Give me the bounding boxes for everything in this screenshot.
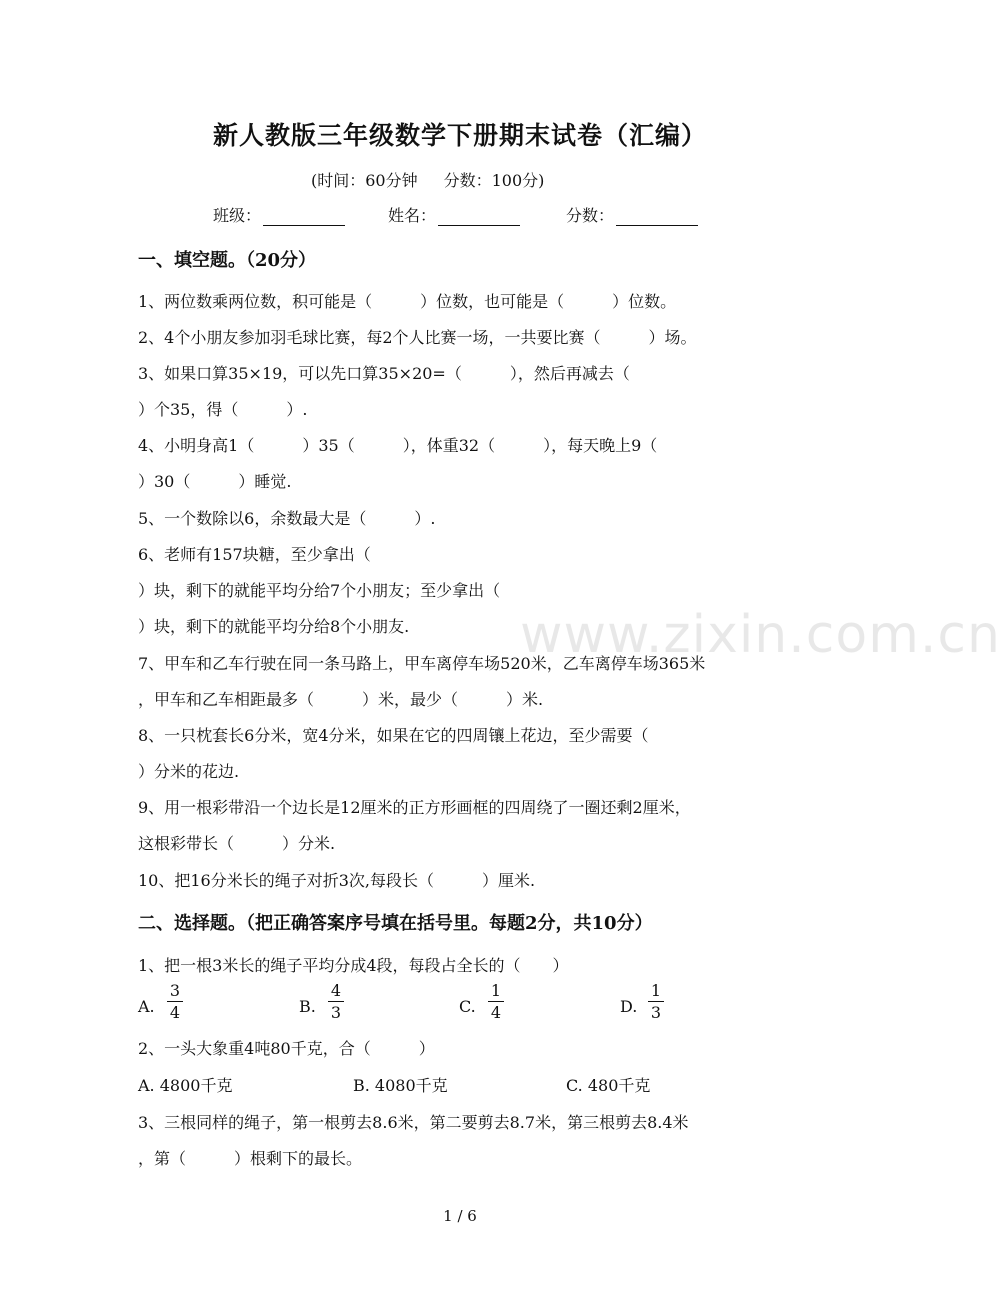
option-c-label: C. [459,997,476,1016]
option-c: C. 480千克 [566,1076,651,1095]
question-line: ）个35，得（ ）. [138,400,308,419]
page-number: 1 / 6 [443,1207,477,1225]
question-line: 7、甲车和乙车行驶在同一条马路上，甲车离停车场520米，乙车离停车场365米 [138,654,706,673]
question-line: ）块，剩下的就能平均分给7个小朋友；至少拿出（ [138,581,501,600]
question-line: 3、三根同样的绳子，第一根剪去8.6米，第二要剪去8.7米，第三根剪去8.4米 [138,1113,689,1132]
question-line: 3、如果口算35×19，可以先口算35×20=（ ），然后再减去（ [138,364,630,383]
question-line: 1、把一根3米长的绳子平均分成4段，每段占全长的（ ） [138,956,569,975]
section2-heading: 二、选择题。（把正确答案序号填在括号里。每题2分，共10分） [138,913,653,934]
name-label: 姓名： [388,206,437,225]
option-a-fraction: $\frac{3}{4}$ [167,983,183,1021]
exam-meta [311,168,544,191]
watermark: www.zixin.com.cn [520,605,1001,665]
class-label: 班级： [213,206,262,225]
question-line: 6、老师有157块糖，至少拿出（ [138,545,371,564]
option-d-label: D. [620,997,638,1016]
option-c-fraction: $\frac{1}{4}$ [488,983,504,1021]
score-blank[interactable] [616,207,698,226]
option-b-label: B. [299,997,316,1016]
score-field [566,203,698,226]
question-line: 这根彩带长（ ）分米. [138,834,336,853]
option-d-fraction: $\frac{1}{3}$ [648,983,664,1021]
section1-heading: 一、填空题。（20分） [138,250,317,271]
class-field [213,203,345,226]
question-line: ）30（ ）睡觉. [138,472,292,491]
question-line: ）块，剩下的就能平均分给8个小朋友. [138,617,410,636]
score-label: 分数： [566,206,615,225]
question-line: ）分米的花边. [138,762,240,781]
question-line: ，第（ ）根剩下的最长。 [138,1149,363,1168]
question-line: 2、一头大象重4吨80千克，合（ ） [138,1039,435,1058]
question-line: 1、两位数乘两位数，积可能是（ ）位数，也可能是（ ）位数。 [138,292,677,311]
option-a-label: A. [138,997,155,1016]
question-line: 4、小明身高1（ ）35（ ），体重32（ ），每天晚上9（ [138,436,658,455]
time-limit: (时间：60分钟 [311,171,418,190]
question-line: 9、用一根彩带沿一个边长是12厘米的正方形画框的四周绕了一圈还剩2厘米， [138,798,691,817]
question-line: 2、4个小朋友参加羽毛球比赛，每2个人比赛一场，一共要比赛（ ）场。 [138,328,697,347]
page-title: 新人教版三年级数学下册期末试卷（汇编） [212,121,707,150]
option-b-fraction: $\frac{4}{3}$ [328,983,344,1021]
question-line: 8、一只枕套长6分米，宽4分米，如果在它的四周镶上花边，至少需要（ [138,726,649,745]
question-line: 5、一个数除以6，余数最大是（ ）. [138,509,436,528]
option-a: A. 4800千克 [138,1076,233,1095]
name-blank[interactable] [438,207,520,226]
total-score: 分数：100分) [443,171,545,190]
option-b: B. 4080千克 [353,1076,448,1095]
name-field [388,203,520,226]
question-line: 10、把16分米长的绳子对折3次,每段长（ ）厘米. [138,871,536,890]
question-line: ，甲车和乙车相距最多（ ）米，最少（ ）米. [138,690,544,709]
class-blank[interactable] [263,207,345,226]
